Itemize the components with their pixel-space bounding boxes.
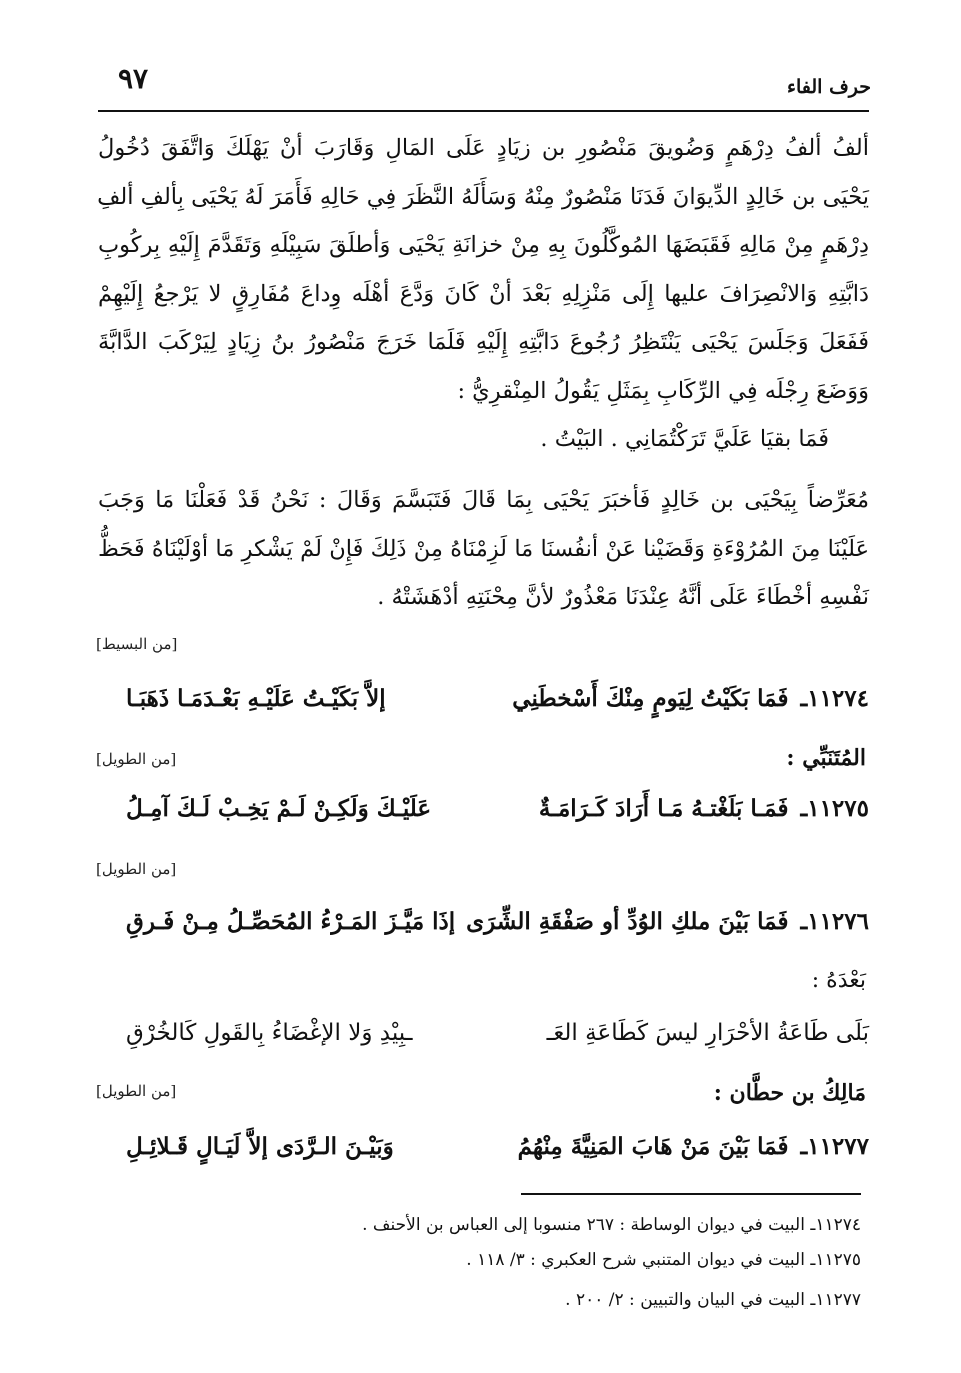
verse-second-hemistich: إلاَّ بَكَيْـتُ عَلَيْـهِ بَعْـدَمَـا ذَهَبَـا — [126, 685, 386, 712]
verse-number: ١١٢٧٦ـ — [800, 908, 869, 935]
verse-first-hemistich — [539, 795, 869, 822]
verse-first-hemistich — [518, 1133, 869, 1160]
verse-number: ١١٢٧٤ـ — [800, 685, 869, 712]
text-line: ألفُ ألفُ دِرْهَمٍ وَضُويقَ مَنْصُورِ بن زيَادٍ عَلَى المَالِ وَقَارَبَ أنْ يَهْلَكَ وَاتَّفَقَ دُخُولُ — [98, 135, 869, 161]
verse-11276 — [98, 908, 869, 954]
verse-number: ١١٢٧٥ـ — [800, 795, 869, 822]
meter-label: [من الطويل] — [96, 1082, 177, 1100]
text-line: دَابَّتِهِ وَالانْصِرَافَ عليها إِلَى مَنْزِلِهِ بَعْدَ أنْ كَانَ وَدَّعَ أهْلَه وِداعَ مُفَارِقٍ لا يَرْجعُ إِلَيْهِمْ — [98, 280, 869, 307]
quoted-verse-line: فَمَا بقيَا عَلَيَّ تَرَكْتُمَانِي . البَيْتُ . — [540, 426, 829, 452]
footnote: ١١٢٧٧ـ البيت في البيان والتبيين : ٢/ ٢٠٠ . — [565, 1290, 861, 1310]
after-label: بَعْدَهُ : — [811, 968, 866, 993]
verse-second-hemistich: عَلَيْـكَ وَلَكِـنْ لَـمْ يَخِـبْ لَـكَ آمِـلُ — [126, 795, 432, 822]
meter-label: [من الطويل] — [96, 860, 177, 878]
hemistich-text: فَمَا بَكَيْتُ لِيَومٍ مِنْكَ أَسْخطَنِي — [512, 685, 789, 712]
text-line: فَفَعَلَ وَجَلَسَ يَحْيَى يَنْتَظِرُ رُجُوعَ دَابَّتِهِ إِلَيْهِ فَلَمَا خَرَجَ مَنْصُورُ بنُ زِيَادٍ لِيَرْكَبَ الدَّابَّةَ — [98, 329, 869, 355]
verse-second-hemistich: ـبِيْدِ وَلا الإغْضَاءُ بِالقَولِ كَالخُرْقِ — [126, 1020, 413, 1046]
verse-first-hemistich — [466, 908, 869, 935]
page-number: ٩٧ — [118, 62, 149, 95]
footnote: ١١٢٧٤ـ البيت في ديوان الوساطة : ٢٦٧ منسوبا إلى العباس بن الأحنف . — [362, 1215, 861, 1235]
running-title: حرف الفاء — [787, 76, 871, 98]
hemistich-text: فَمَا بَيْنَ ملكِ الوُدِّ أو صَفْقَةِ الشِّرَى — [466, 908, 789, 935]
text-line: مُعَرِّضاً بِيَحْيَى بن خَالِدٍ فَأخبَرَ يَحْيَى بِمَا قَالَ فَتَبَسَّمَ وَقَالَ : نَحْنُ قَدْ فَعَلْنَا مَا وَجَبَ — [98, 487, 869, 513]
text-line: عَلَيْنَا مِنَ المُرُوْءَةِ وَقَضَيْنا عَنْ أنفُسنَا مَا لَزِمْنَاهُ مِنْ ذَلِكَ فَإِنْ لَمْ يَشْكرِ مَا أوْلَيْنَاهُ فَحَظُّ — [98, 535, 869, 562]
poet-name: مَالِكُ بن حطَّان : — [713, 1080, 866, 1106]
verse-number: ١١٢٧٧ـ — [800, 1133, 869, 1160]
verse-11276-continuation — [98, 1020, 869, 1066]
verse-11277 — [98, 1133, 869, 1179]
text-line: دِرْهَمٍ مِنْ مَالِهِ فَقَبَضَهَا المُوكَّلُونَ بِهِ مِنْ خزانَةِ يَحْيَى وَأطلَقَ سَبِيْلَهِ وَتَقَدَّمَ إِلَيْهِ بِركُوبِ — [98, 232, 869, 258]
footnote: ١١٢٧٥ـ البيت في ديوان المتنبي شرح العكبري : ٣/ ١١٨ . — [466, 1250, 861, 1270]
text-line: نَفْسِهِ أخْطَاءَ عَلَى أنَّهُ عِنْدَنَا مَعْذُورٌ لأنَّ مِحْنَتِهِ أدْهَشَتْهُ . — [377, 584, 869, 610]
meter-label: [من الطويل] — [96, 750, 177, 768]
verse-first-hemistich — [512, 685, 869, 712]
verse-11274 — [98, 685, 869, 731]
verse-second-hemistich: إذَا مَيَّـزَ المَـرْءُ المُحَصِّـلُ مِـنْ فَـرقِ — [126, 908, 456, 935]
hemistich-text: فَمَـا بَلَغْتـهُ مَـا أَرَادَ كَـرَامَـةٌ — [538, 795, 789, 822]
text-line: يَحْيَى بن خَالِدٍ الدِّيوَانَ فَدَنَا مَنْصُورٌ مِنْهُ وَسَأَلَهُ النَّظَرَ فِي حَالِهِ فَأَمَرَ لَهُ يَحْيَى بِألفِ ألفِ — [97, 183, 869, 210]
hemistich-text: فَمَا بَيْنَ مَنْ هَابَ المَنِيَّةَ مِنْهُمُ — [517, 1133, 789, 1160]
prose-paragraph-1 — [98, 124, 869, 464]
poet-name: المُتَنَبِّي : — [786, 745, 866, 771]
meter-label: [من البسيط] — [96, 635, 178, 653]
header-rule — [98, 110, 869, 112]
verse-11275 — [98, 795, 869, 841]
verse-second-hemistich: وَبَيْـنَ الـرَّدَى إلاَّ لَيَـالٍ قَـلائِـلِ — [126, 1133, 394, 1160]
prose-paragraph-2 — [98, 476, 869, 622]
footnote-rule — [521, 1193, 861, 1195]
text-line: وَوَضَعَ رِجْلَه فِي الرِّكَابِ بِمَثَلِ يَقُولُ المِنْقرِيُّ : — [457, 377, 869, 404]
verse-first-hemistich: بَلَى طَاعَةُ الأحْرَارِ ليسَ كَطَاعَةِ العَـ — [546, 1020, 869, 1046]
page-header — [110, 62, 871, 102]
